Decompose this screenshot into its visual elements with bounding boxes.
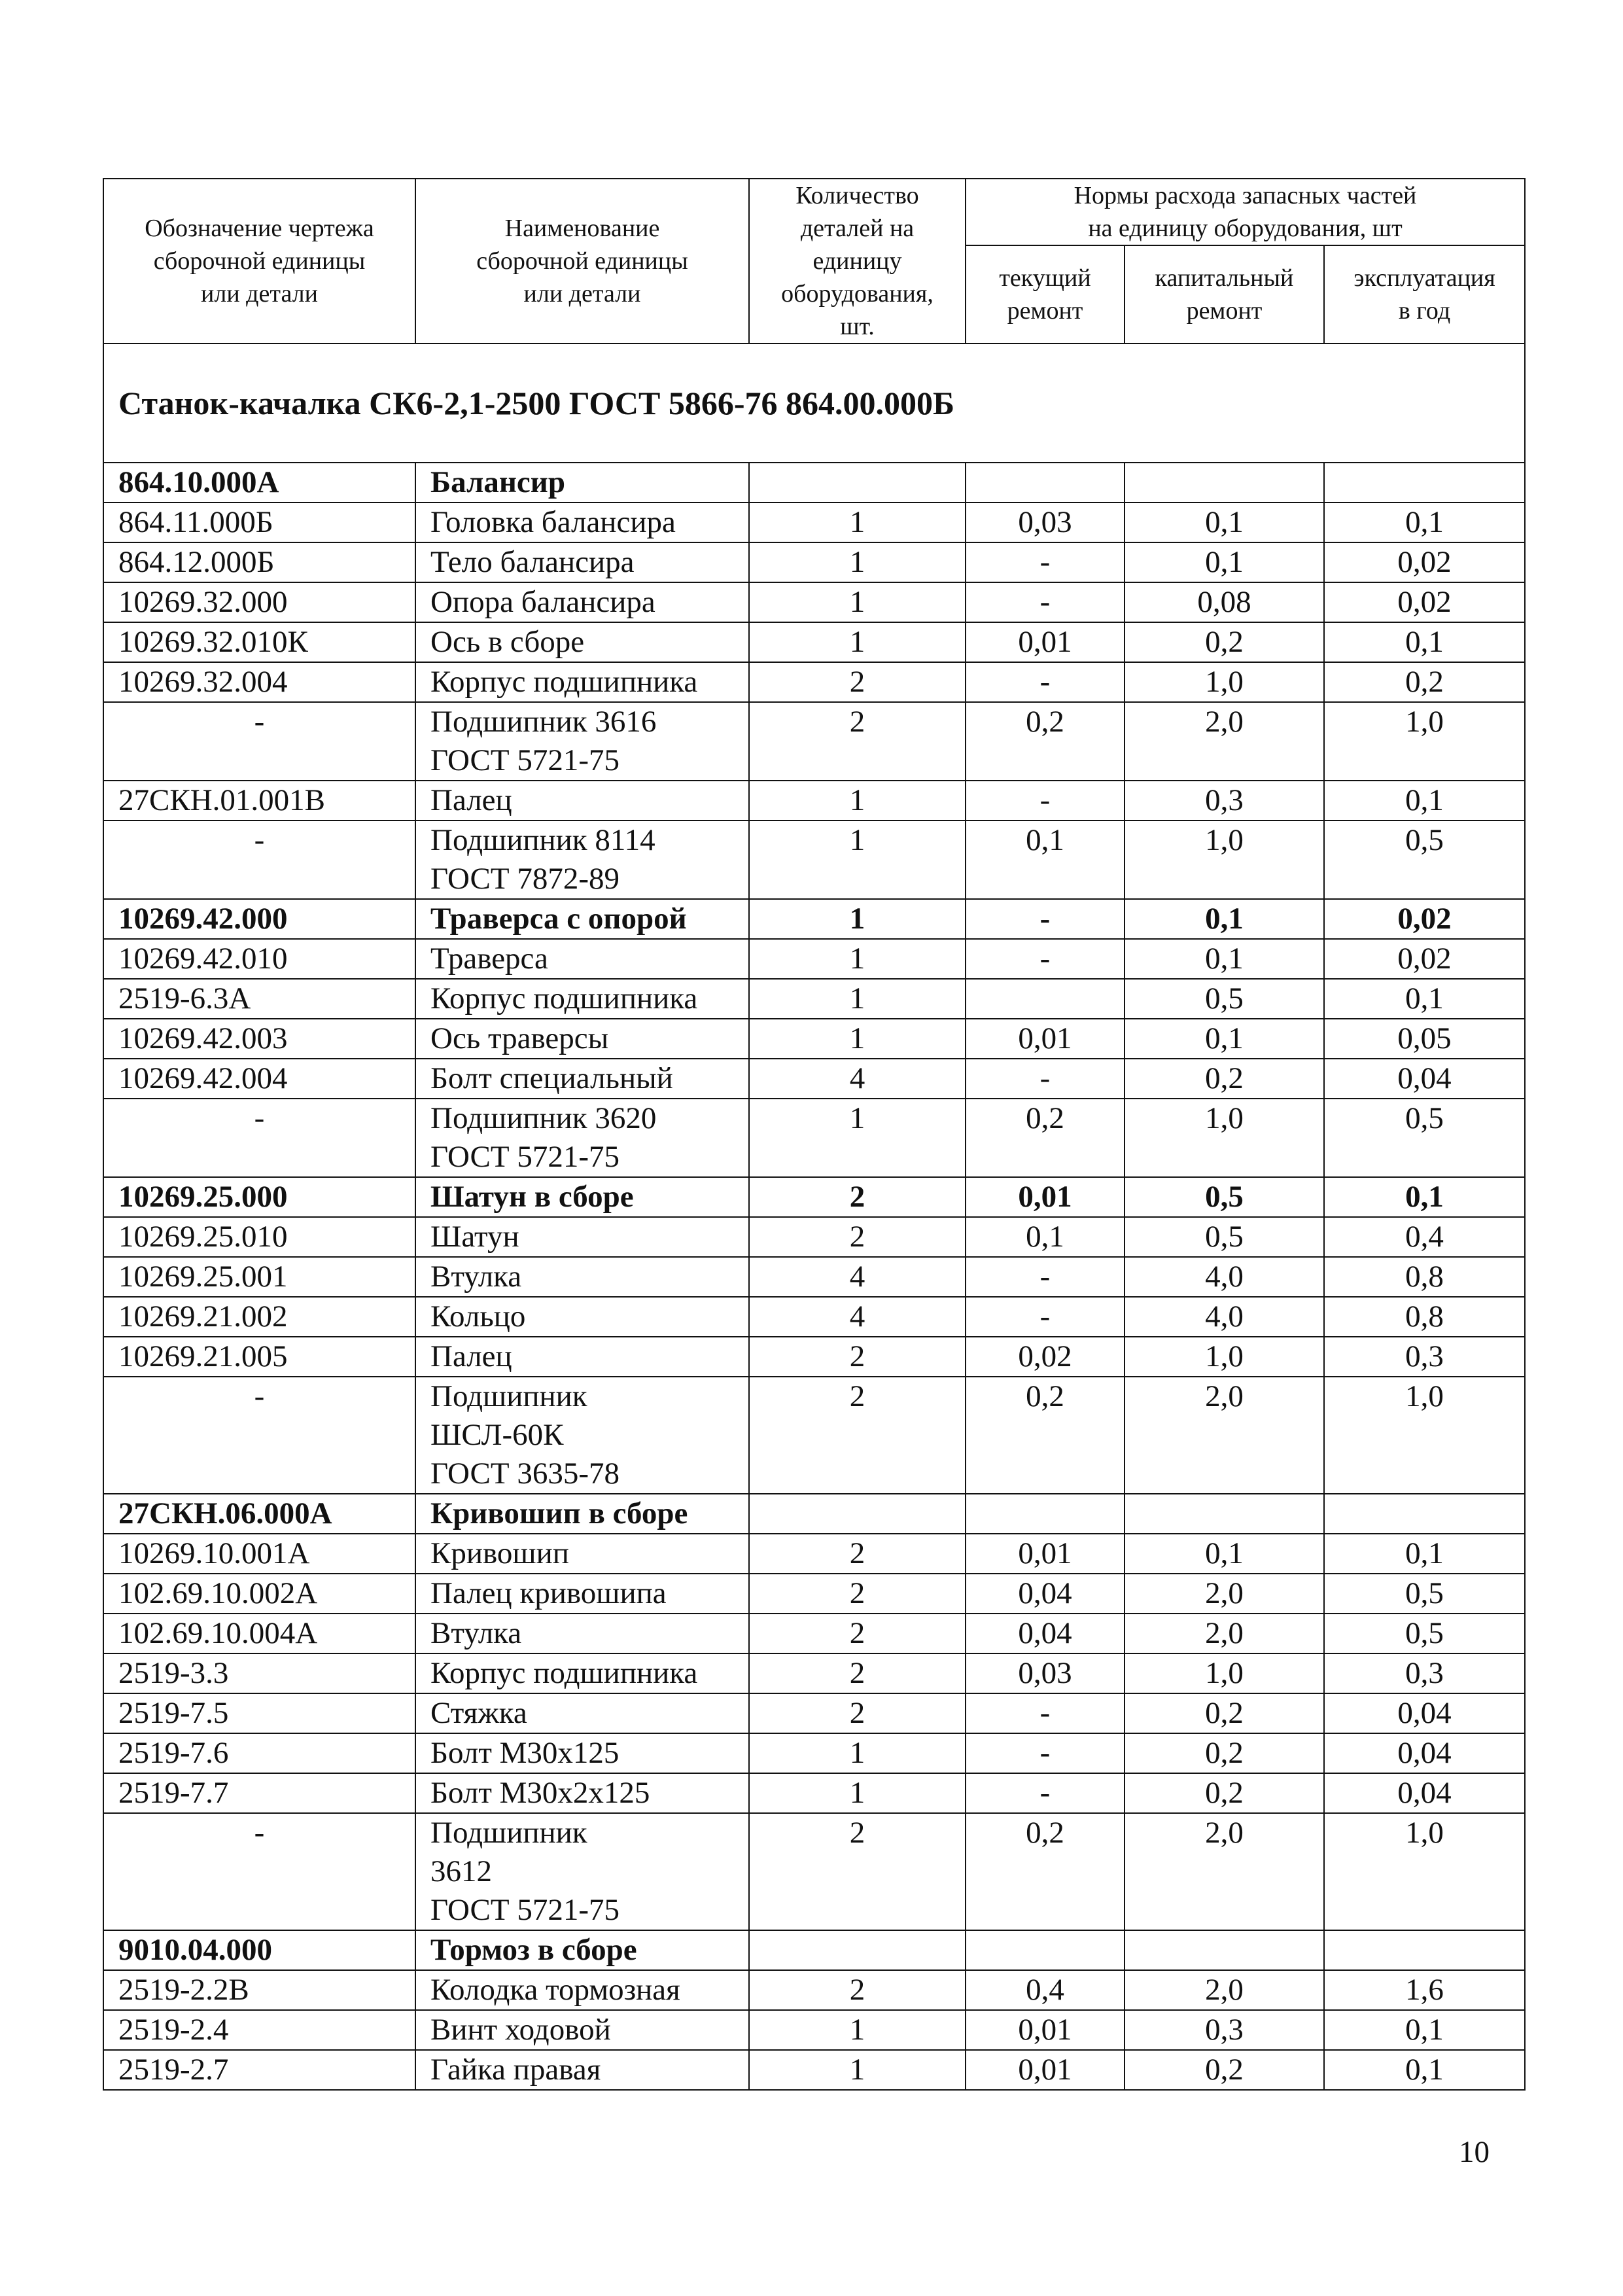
table-row bbox=[103, 1494, 1525, 1534]
capital-repair-cell: 1,0 bbox=[1125, 662, 1324, 702]
operation-per-year-cell: 0,1 bbox=[1324, 1534, 1525, 1574]
drawing-code-cell: - bbox=[103, 1377, 415, 1494]
operation-per-year-cell bbox=[1324, 463, 1525, 503]
operation-per-year-cell bbox=[1324, 1494, 1525, 1534]
drawing-code-cell: - bbox=[103, 1099, 415, 1177]
section-title: Станок-качалка СК6-2,1-2500 ГОСТ 5866-76 864.00.000Б bbox=[103, 344, 1525, 463]
current-repair-cell: 0,01 bbox=[966, 2050, 1125, 2090]
assembly-name-cell: Тормоз в сборе bbox=[415, 1930, 749, 1970]
capital-repair-cell: 1,0 bbox=[1125, 821, 1324, 899]
operation-per-year-cell: 0,04 bbox=[1324, 1773, 1525, 1813]
table-row bbox=[103, 582, 1525, 622]
drawing-code-cell: - bbox=[103, 702, 415, 781]
assembly-name-cell: Колодка тормозная bbox=[415, 1970, 749, 2010]
operation-per-year-cell: 1,6 bbox=[1324, 1970, 1525, 2010]
quantity-cell: 1 bbox=[749, 821, 966, 899]
drawing-code-cell: 10269.32.010К bbox=[103, 622, 415, 662]
quantity-cell: 1 bbox=[749, 542, 966, 582]
quantity-cell: 1 bbox=[749, 1019, 966, 1059]
current-repair-cell: - bbox=[966, 542, 1125, 582]
table-row bbox=[103, 1019, 1525, 1059]
quantity-cell: 1 bbox=[749, 2010, 966, 2050]
capital-repair-cell: 0,1 bbox=[1125, 899, 1324, 939]
assembly-name-cell: Опора балансира bbox=[415, 582, 749, 622]
operation-per-year-cell: 0,02 bbox=[1324, 582, 1525, 622]
table-row bbox=[103, 1813, 1525, 1930]
drawing-code-cell: 2519-2.7 bbox=[103, 2050, 415, 2090]
drawing-code-cell: 10269.25.000 bbox=[103, 1177, 415, 1217]
quantity-cell: 2 bbox=[749, 1614, 966, 1653]
current-repair-cell: 0,01 bbox=[966, 622, 1125, 662]
current-repair-cell: 0,04 bbox=[966, 1574, 1125, 1614]
table-row bbox=[103, 979, 1525, 1019]
drawing-code-cell: 27СКН.06.000А bbox=[103, 1494, 415, 1534]
capital-repair-cell: 0,08 bbox=[1125, 582, 1324, 622]
current-repair-cell: 0,2 bbox=[966, 702, 1125, 781]
table-row bbox=[103, 821, 1525, 899]
assembly-name-cell: Палец кривошипа bbox=[415, 1574, 749, 1614]
drawing-code-cell: 10269.21.005 bbox=[103, 1337, 415, 1377]
current-repair-cell: 0,01 bbox=[966, 1019, 1125, 1059]
drawing-code-cell: 2519-7.5 bbox=[103, 1693, 415, 1733]
current-repair-cell: 0,03 bbox=[966, 503, 1125, 542]
current-repair-cell bbox=[966, 1494, 1125, 1534]
assembly-name-cell: Палец bbox=[415, 1337, 749, 1377]
operation-per-year-cell: 1,0 bbox=[1324, 1377, 1525, 1494]
quantity-cell bbox=[749, 1494, 966, 1534]
current-repair-cell: 0,2 bbox=[966, 1377, 1125, 1494]
drawing-code-cell: 10269.25.001 bbox=[103, 1257, 415, 1297]
drawing-code-cell: 2519-2.4 bbox=[103, 2010, 415, 2050]
current-repair-cell: 0,04 bbox=[966, 1614, 1125, 1653]
capital-repair-cell: 4,0 bbox=[1125, 1297, 1324, 1337]
assembly-name-cell: Корпус подшипника bbox=[415, 662, 749, 702]
quantity-cell: 2 bbox=[749, 1693, 966, 1733]
page-number: 10 bbox=[1459, 2135, 1490, 2169]
table-row bbox=[103, 622, 1525, 662]
current-repair-cell: - bbox=[966, 899, 1125, 939]
capital-repair-cell bbox=[1125, 463, 1324, 503]
current-repair-cell: - bbox=[966, 1059, 1125, 1099]
quantity-cell: 2 bbox=[749, 1970, 966, 2010]
assembly-name-cell: Подшипник 3616 ГОСТ 5721-75 bbox=[415, 702, 749, 781]
drawing-code-cell: 10269.42.004 bbox=[103, 1059, 415, 1099]
operation-per-year-cell: 0,1 bbox=[1324, 2010, 1525, 2050]
current-repair-cell: - bbox=[966, 582, 1125, 622]
capital-repair-cell: 0,1 bbox=[1125, 1534, 1324, 1574]
table-row bbox=[103, 939, 1525, 979]
operation-per-year-cell: 0,1 bbox=[1324, 2050, 1525, 2090]
header-capital-repair: капитальный ремонт bbox=[1125, 245, 1324, 344]
drawing-code-cell: 10269.42.010 bbox=[103, 939, 415, 979]
capital-repair-cell: 0,5 bbox=[1125, 979, 1324, 1019]
current-repair-cell bbox=[966, 1930, 1125, 1970]
assembly-name-cell: Болт М30х2х125 bbox=[415, 1773, 749, 1813]
quantity-cell: 2 bbox=[749, 1377, 966, 1494]
quantity-cell: 4 bbox=[749, 1257, 966, 1297]
capital-repair-cell: 0,1 bbox=[1125, 542, 1324, 582]
assembly-name-cell: Тело балансира bbox=[415, 542, 749, 582]
quantity-cell: 2 bbox=[749, 1813, 966, 1930]
quantity-cell: 2 bbox=[749, 662, 966, 702]
assembly-name-cell: Кольцо bbox=[415, 1297, 749, 1337]
capital-repair-cell: 0,3 bbox=[1125, 2010, 1324, 2050]
capital-repair-cell: 0,1 bbox=[1125, 939, 1324, 979]
assembly-name-cell: Стяжка bbox=[415, 1693, 749, 1733]
operation-per-year-cell: 0,5 bbox=[1324, 1574, 1525, 1614]
operation-per-year-cell: 0,04 bbox=[1324, 1059, 1525, 1099]
capital-repair-cell bbox=[1125, 1494, 1324, 1534]
operation-per-year-cell: 0,5 bbox=[1324, 821, 1525, 899]
capital-repair-cell: 2,0 bbox=[1125, 1813, 1324, 1930]
assembly-name-cell: Кривошип bbox=[415, 1534, 749, 1574]
quantity-cell: 1 bbox=[749, 1733, 966, 1773]
table-row bbox=[103, 702, 1525, 781]
quantity-cell: 2 bbox=[749, 1653, 966, 1693]
capital-repair-cell: 0,2 bbox=[1125, 1693, 1324, 1733]
table-row bbox=[103, 1297, 1525, 1337]
capital-repair-cell: 1,0 bbox=[1125, 1337, 1324, 1377]
drawing-code-cell: 10269.32.004 bbox=[103, 662, 415, 702]
current-repair-cell bbox=[966, 979, 1125, 1019]
capital-repair-cell: 0,2 bbox=[1125, 2050, 1324, 2090]
current-repair-cell: - bbox=[966, 1733, 1125, 1773]
table-row bbox=[103, 463, 1525, 503]
assembly-name-cell: Болт М30х125 bbox=[415, 1733, 749, 1773]
operation-per-year-cell bbox=[1324, 1930, 1525, 1970]
capital-repair-cell: 0,2 bbox=[1125, 1059, 1324, 1099]
operation-per-year-cell: 0,02 bbox=[1324, 939, 1525, 979]
header-assembly-name: Наименование сборочной единицы или детали bbox=[415, 179, 749, 344]
drawing-code-cell: 10269.25.010 bbox=[103, 1217, 415, 1257]
drawing-code-cell: 10269.21.002 bbox=[103, 1297, 415, 1337]
operation-per-year-cell: 0,1 bbox=[1324, 1177, 1525, 1217]
current-repair-cell: 0,2 bbox=[966, 1813, 1125, 1930]
table-row bbox=[103, 1059, 1525, 1099]
quantity-cell: 1 bbox=[749, 939, 966, 979]
capital-repair-cell: 2,0 bbox=[1125, 702, 1324, 781]
assembly-name-cell: Втулка bbox=[415, 1614, 749, 1653]
assembly-name-cell: Подшипник 3620 ГОСТ 5721-75 bbox=[415, 1099, 749, 1177]
capital-repair-cell: 2,0 bbox=[1125, 1970, 1324, 2010]
quantity-cell: 4 bbox=[749, 1297, 966, 1337]
drawing-code-cell: 2519-6.3А bbox=[103, 979, 415, 1019]
quantity-cell: 1 bbox=[749, 979, 966, 1019]
header-operation-per-year: эксплуатация в год bbox=[1324, 245, 1525, 344]
operation-per-year-cell: 0,02 bbox=[1324, 899, 1525, 939]
assembly-name-cell: Балансир bbox=[415, 463, 749, 503]
table-row bbox=[103, 899, 1525, 939]
quantity-cell: 2 bbox=[749, 702, 966, 781]
assembly-name-cell: Подшипник 3612 ГОСТ 5721-75 bbox=[415, 1813, 749, 1930]
assembly-name-cell: Шатун в сборе bbox=[415, 1177, 749, 1217]
quantity-cell: 4 bbox=[749, 1059, 966, 1099]
table-row bbox=[103, 1970, 1525, 2010]
drawing-code-cell: 2519-7.6 bbox=[103, 1733, 415, 1773]
quantity-cell: 1 bbox=[749, 899, 966, 939]
capital-repair-cell: 2,0 bbox=[1125, 1377, 1324, 1494]
current-repair-cell: - bbox=[966, 1773, 1125, 1813]
assembly-name-cell: Ось в сборе bbox=[415, 622, 749, 662]
capital-repair-cell: 0,2 bbox=[1125, 1773, 1324, 1813]
current-repair-cell bbox=[966, 463, 1125, 503]
assembly-name-cell: Болт специальный bbox=[415, 1059, 749, 1099]
current-repair-cell: 0,1 bbox=[966, 821, 1125, 899]
operation-per-year-cell: 0,8 bbox=[1324, 1257, 1525, 1297]
operation-per-year-cell: 0,3 bbox=[1324, 1653, 1525, 1693]
drawing-code-cell: 864.12.000Б bbox=[103, 542, 415, 582]
table-row bbox=[103, 1653, 1525, 1693]
drawing-code-cell: 10269.42.003 bbox=[103, 1019, 415, 1059]
quantity-cell: 2 bbox=[749, 1177, 966, 1217]
assembly-name-cell: Корпус подшипника bbox=[415, 979, 749, 1019]
quantity-cell: 2 bbox=[749, 1534, 966, 1574]
table-row bbox=[103, 2010, 1525, 2050]
capital-repair-cell: 4,0 bbox=[1125, 1257, 1324, 1297]
operation-per-year-cell: 0,1 bbox=[1324, 781, 1525, 821]
table-row bbox=[103, 1099, 1525, 1177]
operation-per-year-cell: 1,0 bbox=[1324, 1813, 1525, 1930]
table-row bbox=[103, 503, 1525, 542]
assembly-name-cell: Корпус подшипника bbox=[415, 1653, 749, 1693]
capital-repair-cell: 2,0 bbox=[1125, 1574, 1324, 1614]
assembly-name-cell: Кривошип в сборе bbox=[415, 1494, 749, 1534]
capital-repair-cell: 0,2 bbox=[1125, 1733, 1324, 1773]
capital-repair-cell: 0,5 bbox=[1125, 1217, 1324, 1257]
assembly-name-cell: Траверса bbox=[415, 939, 749, 979]
operation-per-year-cell: 0,02 bbox=[1324, 542, 1525, 582]
table-row bbox=[103, 1337, 1525, 1377]
operation-per-year-cell: 0,4 bbox=[1324, 1217, 1525, 1257]
assembly-name-cell: Подшипник ШСЛ-60К ГОСТ 3635-78 bbox=[415, 1377, 749, 1494]
drawing-code-cell: 27СКН.01.001В bbox=[103, 781, 415, 821]
operation-per-year-cell: 0,1 bbox=[1324, 979, 1525, 1019]
quantity-cell: 2 bbox=[749, 1574, 966, 1614]
header-consumption-norms: Нормы расхода запасных частей на единицу оборудования, шт bbox=[966, 179, 1525, 245]
current-repair-cell: 0,01 bbox=[966, 1534, 1125, 1574]
quantity-cell: 1 bbox=[749, 622, 966, 662]
table-row bbox=[103, 1257, 1525, 1297]
drawing-code-cell: 102.69.10.002А bbox=[103, 1574, 415, 1614]
quantity-cell bbox=[749, 1930, 966, 1970]
table-row bbox=[103, 542, 1525, 582]
drawing-code-cell: - bbox=[103, 821, 415, 899]
operation-per-year-cell: 0,1 bbox=[1324, 503, 1525, 542]
table-row bbox=[103, 1574, 1525, 1614]
drawing-code-cell: 102.69.10.004А bbox=[103, 1614, 415, 1653]
assembly-name-cell: Подшипник 8114 ГОСТ 7872-89 bbox=[415, 821, 749, 899]
drawing-code-cell: 2519-7.7 bbox=[103, 1773, 415, 1813]
operation-per-year-cell: 0,05 bbox=[1324, 1019, 1525, 1059]
current-repair-cell: - bbox=[966, 662, 1125, 702]
table-row bbox=[103, 2050, 1525, 2090]
current-repair-cell: - bbox=[966, 781, 1125, 821]
capital-repair-cell bbox=[1125, 1930, 1324, 1970]
current-repair-cell: 0,4 bbox=[966, 1970, 1125, 2010]
drawing-code-cell: 10269.10.001А bbox=[103, 1534, 415, 1574]
operation-per-year-cell: 0,5 bbox=[1324, 1614, 1525, 1653]
assembly-name-cell: Траверса с опорой bbox=[415, 899, 749, 939]
current-repair-cell: - bbox=[966, 1257, 1125, 1297]
operation-per-year-cell: 0,8 bbox=[1324, 1297, 1525, 1337]
capital-repair-cell: 0,5 bbox=[1125, 1177, 1324, 1217]
capital-repair-cell: 0,1 bbox=[1125, 503, 1324, 542]
table-row bbox=[103, 1733, 1525, 1773]
current-repair-cell: - bbox=[966, 1297, 1125, 1337]
operation-per-year-cell: 0,04 bbox=[1324, 1733, 1525, 1773]
operation-per-year-cell: 0,2 bbox=[1324, 662, 1525, 702]
current-repair-cell: - bbox=[966, 1693, 1125, 1733]
operation-per-year-cell: 0,1 bbox=[1324, 622, 1525, 662]
current-repair-cell: 0,1 bbox=[966, 1217, 1125, 1257]
assembly-name-cell: Втулка bbox=[415, 1257, 749, 1297]
quantity-cell bbox=[749, 463, 966, 503]
table-row bbox=[103, 1614, 1525, 1653]
table-row bbox=[103, 1534, 1525, 1574]
assembly-name-cell: Гайка правая bbox=[415, 2050, 749, 2090]
capital-repair-cell: 1,0 bbox=[1125, 1099, 1324, 1177]
current-repair-cell: 0,2 bbox=[966, 1099, 1125, 1177]
operation-per-year-cell: 0,04 bbox=[1324, 1693, 1525, 1733]
assembly-name-cell: Шатун bbox=[415, 1217, 749, 1257]
quantity-cell: 2 bbox=[749, 1217, 966, 1257]
current-repair-cell: 0,01 bbox=[966, 1177, 1125, 1217]
table-row bbox=[103, 1693, 1525, 1733]
capital-repair-cell: 1,0 bbox=[1125, 1653, 1324, 1693]
assembly-name-cell: Ось траверсы bbox=[415, 1019, 749, 1059]
drawing-code-cell: 864.11.000Б bbox=[103, 503, 415, 542]
assembly-name-cell: Винт ходовой bbox=[415, 2010, 749, 2050]
capital-repair-cell: 0,1 bbox=[1125, 1019, 1324, 1059]
current-repair-cell: - bbox=[966, 939, 1125, 979]
spare-parts-table bbox=[103, 178, 1526, 2091]
drawing-code-cell: - bbox=[103, 1813, 415, 1930]
drawing-code-cell: 2519-3.3 bbox=[103, 1653, 415, 1693]
capital-repair-cell: 2,0 bbox=[1125, 1614, 1324, 1653]
drawing-code-cell: 9010.04.000 bbox=[103, 1930, 415, 1970]
current-repair-cell: 0,02 bbox=[966, 1337, 1125, 1377]
current-repair-cell: 0,01 bbox=[966, 2010, 1125, 2050]
current-repair-cell: 0,03 bbox=[966, 1653, 1125, 1693]
table-row bbox=[103, 1773, 1525, 1813]
drawing-code-cell: 2519-2.2В bbox=[103, 1970, 415, 2010]
table-row bbox=[103, 662, 1525, 702]
operation-per-year-cell: 0,3 bbox=[1324, 1337, 1525, 1377]
drawing-code-cell: 864.10.000А bbox=[103, 463, 415, 503]
table-row bbox=[103, 1930, 1525, 1970]
assembly-name-cell: Палец bbox=[415, 781, 749, 821]
operation-per-year-cell: 1,0 bbox=[1324, 702, 1525, 781]
quantity-cell: 1 bbox=[749, 503, 966, 542]
quantity-cell: 2 bbox=[749, 1337, 966, 1377]
header-current-repair: текущий ремонт bbox=[966, 245, 1125, 344]
assembly-name-cell: Головка балансира bbox=[415, 503, 749, 542]
quantity-cell: 1 bbox=[749, 582, 966, 622]
capital-repair-cell: 0,3 bbox=[1125, 781, 1324, 821]
quantity-cell: 1 bbox=[749, 2050, 966, 2090]
drawing-code-cell: 10269.32.000 bbox=[103, 582, 415, 622]
table-row bbox=[103, 1177, 1525, 1217]
table-row bbox=[103, 1217, 1525, 1257]
operation-per-year-cell: 0,5 bbox=[1324, 1099, 1525, 1177]
capital-repair-cell: 0,2 bbox=[1125, 622, 1324, 662]
header-quantity: Количество деталей на единицу оборудования, шт. bbox=[749, 179, 966, 344]
drawing-code-cell: 10269.42.000 bbox=[103, 899, 415, 939]
table-row bbox=[103, 781, 1525, 821]
quantity-cell: 1 bbox=[749, 1099, 966, 1177]
quantity-cell: 1 bbox=[749, 1773, 966, 1813]
quantity-cell: 1 bbox=[749, 781, 966, 821]
table-row bbox=[103, 1377, 1525, 1494]
header-drawing-code: Обозначение чертежа сборочной единицы или детали bbox=[103, 179, 415, 344]
